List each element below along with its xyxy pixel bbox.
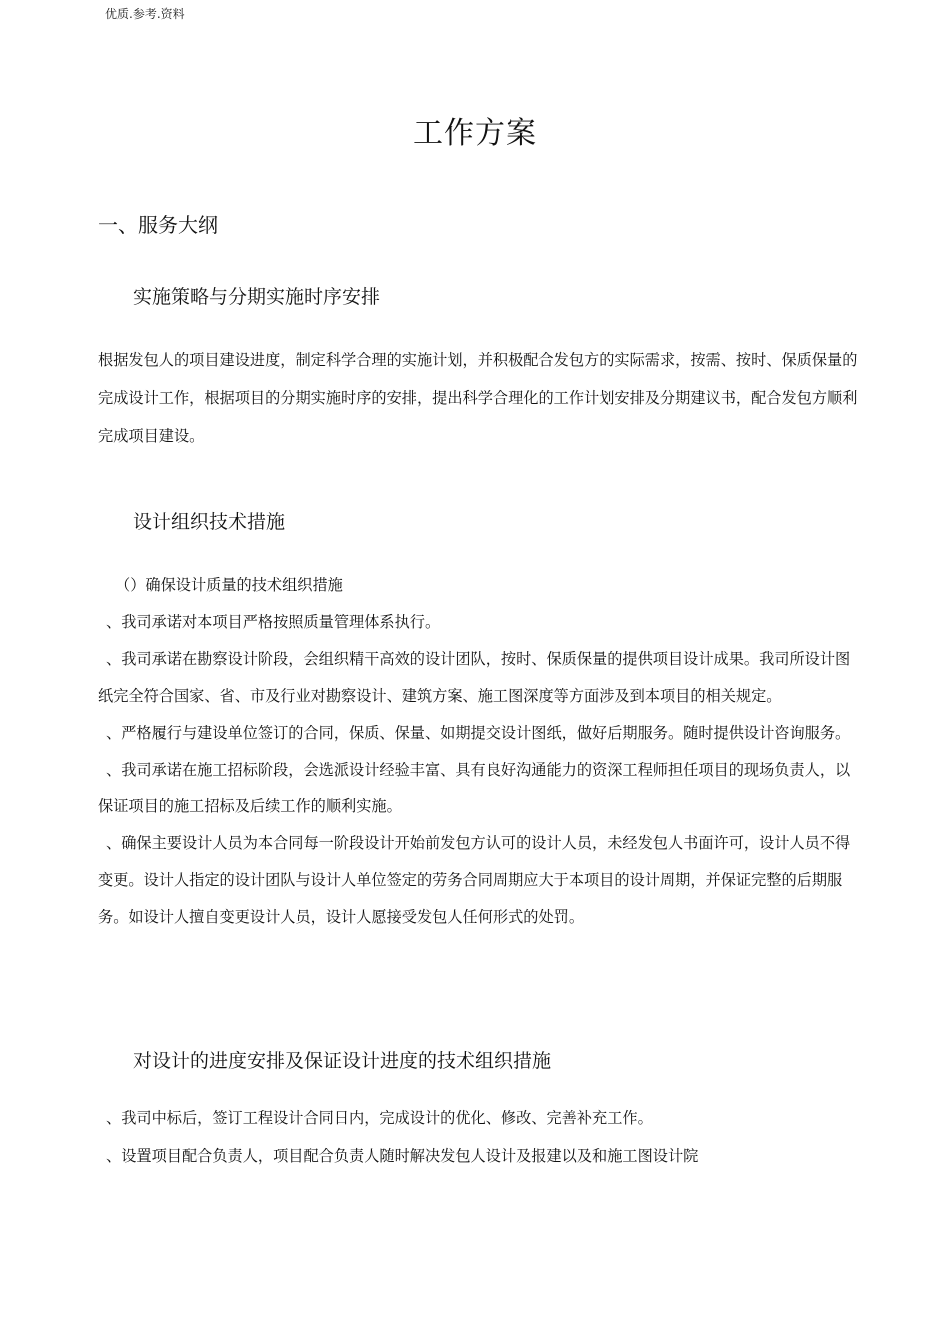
paragraph-text: 根据发包人的项目建设进度，制定科学合理的实施计划，并积极配合发包方的实际需求，按需、按时、保质保量的完成设计工作，根据项目的分期实施时序的安排，提出科学合理化的工作计划安排及分期建议书，配合发包方顺利完成项目建设。: [98, 351, 858, 445]
list-item: 、我司中标后，签订工程设计合同日内，完成设计的优化、修改、完善补充工作。: [106, 1109, 653, 1127]
design-measures-list: [98, 567, 863, 936]
list-item: 、设置项目配合负责人，项目配合负责人随时解决发包人设计及报建以及和施工图设计院: [106, 1147, 699, 1165]
list-item: 、我司承诺在施工招标阶段，会选派设计经验丰富、具有良好沟通能力的资深工程师担任项目的现场负责人，以保证项目的施工招标及后续工作的顺利实施。: [98, 760, 851, 816]
schedule-measures-list: [98, 1099, 863, 1175]
subsection-heading-strategy: 实施策略与分期实施时序安排: [133, 286, 381, 308]
subsection-heading-schedule-measures: 对设计的进度安排及保证设计进度的技术组织措施: [133, 1050, 552, 1072]
strategy-paragraph: [98, 341, 863, 455]
watermark-text: 优质.参考.资料: [105, 7, 185, 21]
list-item: 、我司承诺在勘察设计阶段，会组织精干高效的设计团队，按时、保质保量的提供项目设计成果。我司所设计图纸完全符合国家、省、市及行业对勘察设计、建筑方案、施工图深度等方面涉及到本项目的相关规定。: [98, 649, 851, 705]
list-item: 、我司承诺对本项目严格按照质量管理体系执行。: [106, 612, 441, 631]
document-title: 工作方案: [413, 116, 537, 151]
measure-item-title: （）确保设计质量的技术组织措施: [115, 576, 343, 594]
section-heading-service-outline: 一、服务大纲: [98, 213, 218, 237]
list-item: 、确保主要设计人员为本合同每一阶段设计开始前发包方认可的设计人员，未经发包人书面许可，设计人员不得变更。设计人指定的设计团队与设计人单位签定的劳务合同周期应大于本项目的设计周期，并保证完整的后期服务。如设计人擅自变更设计人员，设计人愿接受发包人任何形式的处罚。: [98, 834, 851, 927]
list-item: 、严格履行与建设单位签订的合同，保质、保量、如期提交设计图纸，做好后期服务。随时提供设计咨询服务。: [106, 723, 851, 742]
subsection-heading-design-measures: 设计组织技术措施: [133, 511, 286, 533]
